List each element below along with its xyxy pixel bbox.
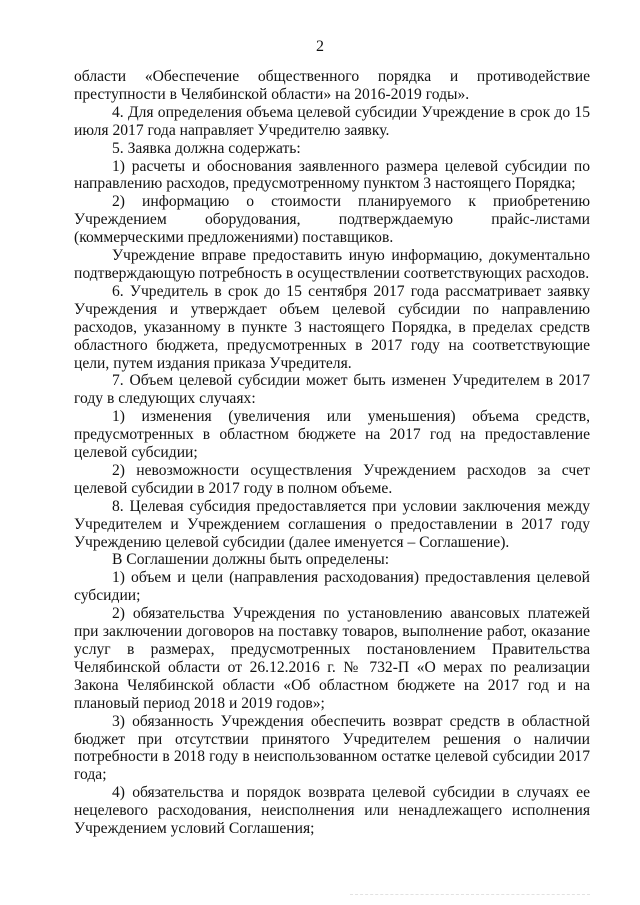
- paragraph-item-7-1: 1) изменения (увеличения или уменьшения) объема средств, предусмотренных в областном бюджете на 2017 год на предоставление целевой субсидии;: [74, 408, 590, 462]
- paragraph-item-6: 6. Учредитель в срок до 15 сентября 2017 года рассматривает заявку Учреждения и утверждает объем целевой субсидии по направлению расходов, указанному в пункте 3 настоящего Порядка, в пределах средств областного бюджета, предусмотренных в 2017 году на соответствующие цели, путем издания приказа Учредителя.: [74, 282, 590, 372]
- paragraph-item-7: 7. Объем целевой субсидии может быть изменен Учредителем в 2017 году в следующих случаях:: [74, 372, 590, 408]
- paragraph-agreement-1: 1) объем и цели (направления расходования) предоставления целевой субсидии;: [74, 569, 590, 605]
- paragraph-item-5-1: 1) расчеты и обоснования заявленного размера целевой субсидии по направлению расходов, предусмотренному пунктом 3 настоящего Порядка;: [74, 157, 590, 193]
- document-body: [74, 68, 590, 838]
- paragraph-additional-info: Учреждение вправе предоставить иную информацию, документально подтверждающую потребность в осуществлении соответствующих расходов.: [74, 247, 590, 282]
- page-number: 2: [316, 38, 324, 55]
- paragraph-agreement-4: 4) обязательства и порядок возврата целевой субсидии в случаях ее нецелевого расходования, неисполнения или ненадлежащего исполнения Учреждением условий Соглашения;: [74, 784, 590, 838]
- scan-artifact: [350, 894, 590, 897]
- paragraph-agreement-intro: В Соглашении должны быть определены:: [112, 551, 390, 569]
- paragraph-item-5: 5. Заявка должна содержать:: [112, 139, 301, 157]
- paragraph-item-4: 4. Для определения объема целевой субсидии Учреждение в срок до 15 июля 2017 года направляет Учредителю заявку.: [74, 103, 590, 139]
- paragraph-agreement-2: 2) обязательства Учреждения по установлению авансовых платежей при заключении договоров на поставку товаров, выполнение работ, оказание услуг в размерах, предусмотренных постановлением Правительства Челябинской области от 26.12.2016 г. № 732-П «О мерах по реализации Закона Челябинской области «Об областном бюджете на 2017 год и на плановый период 2018 и 2019 годов»;: [74, 605, 590, 712]
- paragraph-item-5-2: 2) информацию о стоимости планируемого к приобретению Учреждением оборудования, подтверждаемую прайс-листами (коммерческими предложениями) поставщиков.: [74, 193, 590, 247]
- paragraph-item-8: 8. Целевая субсидия предоставляется при условии заключения между Учредителем и Учреждением соглашения о предоставлении в 2017 году Учреждению целевой субсидии (далее именуется – Соглашение).: [74, 497, 590, 551]
- paragraph-agreement-3: 3) обязанность Учреждения обеспечить возврат средств в областной бюджет при отсутствии принятого Учредителем решения о наличии потребности в 2018 году в неиспользованном остатке целевой субсидии 2017 года;: [74, 712, 590, 784]
- paragraph-item-7-2: 2) невозможности осуществления Учреждением расходов за счет целевой субсидии в 2017 году в полном объеме.: [74, 461, 590, 497]
- paragraph-intro-continuation: области «Обеспечение общественного порядка и противодействие преступности в Челябинской области» на 2016-2019 годы».: [74, 68, 590, 103]
